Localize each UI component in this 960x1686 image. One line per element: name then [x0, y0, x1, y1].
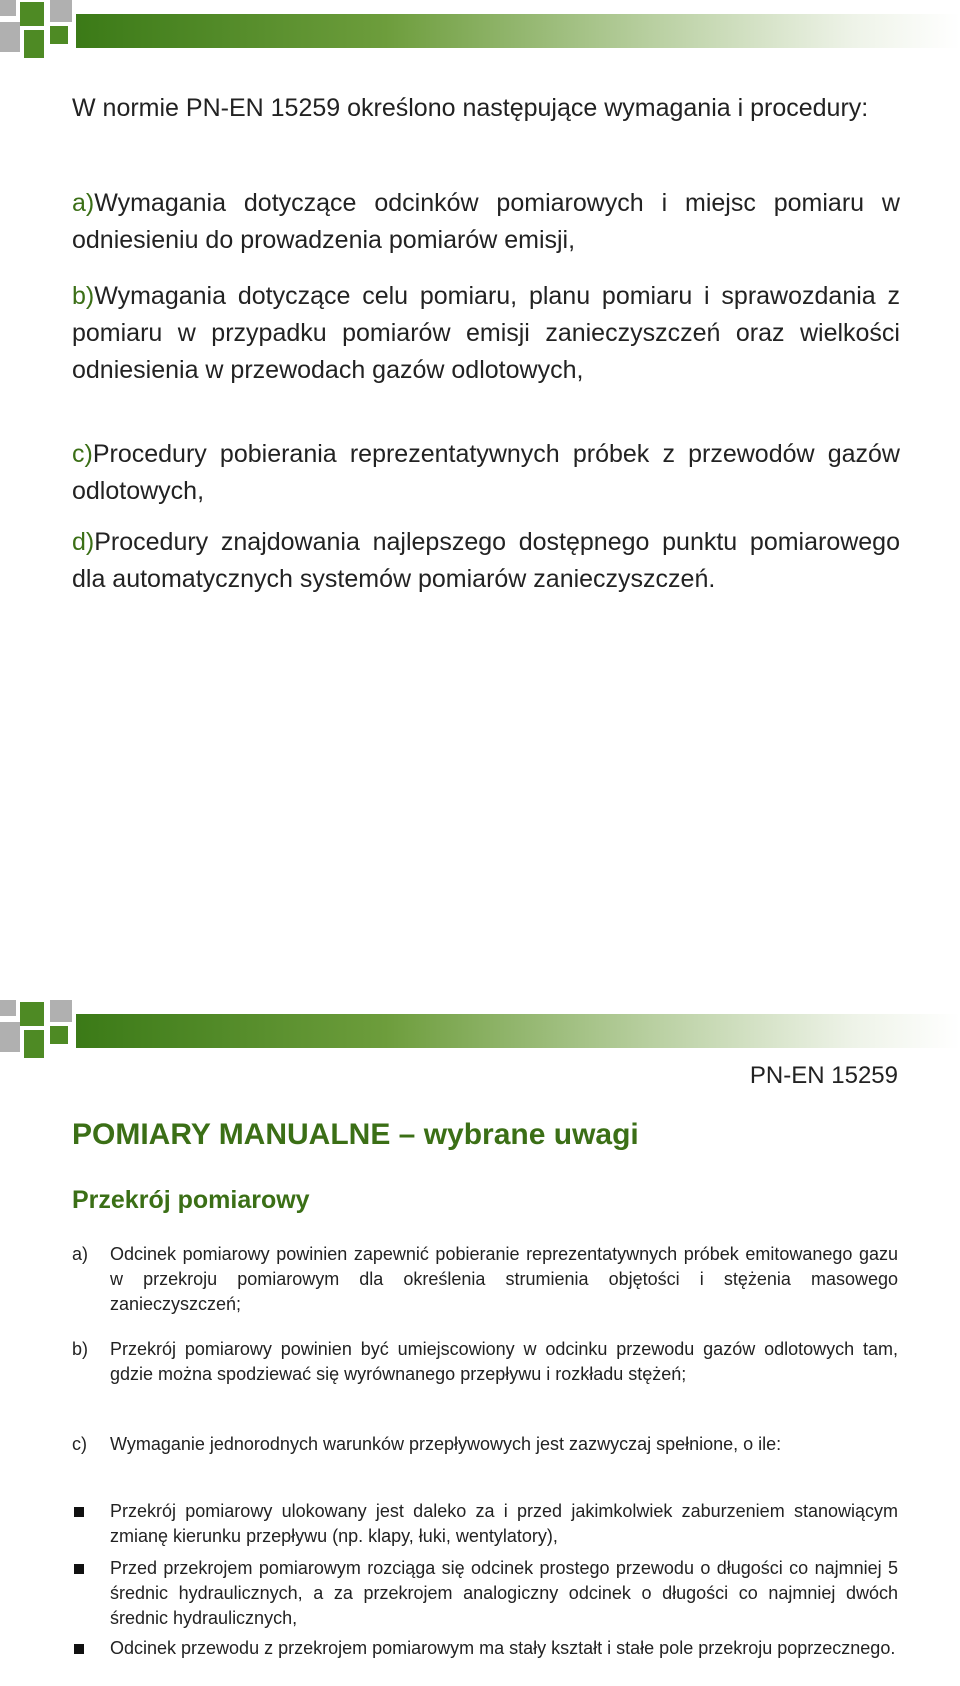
bullet-text: Przekrój pomiarowy ulokowany jest daleko za i przed jakimkolwiek zaburzeniem stanowiącym zmianę kierunku przepływu (np. klapy, łuki, wentylatory),: [110, 1501, 898, 1546]
item-text: Odcinek pomiarowy powinien zapewnić pobieranie reprezentatywnych próbek emitowanego gazu w przekroju pomiarowym dla określenia strumienia objętości i stężenia masowego zanieczyszczeń;: [110, 1244, 898, 1314]
list-item: [72, 436, 900, 510]
decor-square: [20, 1002, 44, 1026]
header-gradient-bar: [76, 1014, 960, 1048]
decor-square: [0, 1000, 16, 1016]
item-text: Procedury pobierania reprezentatywnych próbek z przewodów gazów odlotowych,: [72, 440, 900, 505]
decor-square: [0, 0, 16, 16]
item-text: Procedury znajdowania najlepszego dostępnego punktu pomiarowego dla automatycznych systemów pomiarów zanieczyszczeń.: [72, 528, 900, 593]
item-marker: a): [72, 189, 95, 217]
item-text: Wymagania dotyczące odcinków pomiarowych i miejsc pomiaru w odniesieniu do prowadzenia pomiarów emisji,: [72, 189, 900, 254]
header-gradient-bar: [76, 14, 960, 48]
decor-square: [50, 0, 72, 22]
bullet-text: Przed przekrojem pomiarowym rozciąga się odcinek prostego przewodu o długości co najmniej 5 średnic hydraulicznych, a za przekrojem analogiczny odcinek o długości co najmniej dwóch średnic hydraulicznych,: [110, 1558, 898, 1628]
decor-square: [0, 22, 20, 52]
decor-square: [50, 26, 68, 44]
item-marker: c): [72, 440, 93, 468]
section-heading: Przekrój pomiarowy: [72, 1186, 310, 1214]
decor-square: [20, 2, 44, 26]
slide-title: POMIARY MANUALNE – wybrane uwagi: [72, 1118, 639, 1151]
bullet-item: [72, 1556, 898, 1631]
decor-square: [50, 1026, 68, 1044]
standard-reference: PN-EN 15259: [749, 1062, 898, 1089]
list-item: [72, 1337, 898, 1387]
bullet-item: [72, 1636, 898, 1661]
list-item: [72, 1242, 898, 1317]
header-decoration: [0, 0, 960, 62]
decor-square: [24, 30, 44, 58]
item-marker: b): [72, 282, 95, 310]
item-label: c): [72, 1434, 87, 1454]
item-marker: d): [72, 528, 95, 556]
item-label: a): [72, 1244, 89, 1264]
bullet-item: [72, 1499, 898, 1549]
item-label: b): [72, 1339, 89, 1359]
decor-square: [24, 1030, 44, 1058]
intro-paragraph: W normie PN-EN 15259 określono następujące wymagania i procedury:: [72, 94, 869, 122]
slide-2: [0, 1000, 960, 1686]
decor-square: [0, 1022, 20, 1052]
list-item: [72, 185, 900, 259]
header-decoration: [0, 1000, 960, 1062]
item-text: Wymagania dotyczące celu pomiaru, planu pomiaru i sprawozdania z pomiaru w przypadku pomiarów emisji zanieczyszczeń oraz wielkości odniesienia w przewodach gazów odlotowych,: [72, 282, 900, 384]
list-item: [72, 278, 900, 389]
bullet-text: Odcinek przewodu z przekrojem pomiarowym ma stały kształt i stałe pole przekroju poprzecznego.: [110, 1638, 896, 1658]
decor-square: [50, 1000, 72, 1022]
list-item: [72, 1432, 898, 1457]
item-text: Przekrój pomiarowy powinien być umiejscowiony w odcinku przewodu gazów odlotowych tam, gdzie można spodziewać się wyrównanego przepływu i rozkładu stężeń;: [110, 1339, 898, 1384]
list-item: [72, 524, 900, 598]
item-text: Wymaganie jednorodnych warunków przepływowych jest zazwyczaj spełnione, o ile:: [110, 1434, 782, 1454]
